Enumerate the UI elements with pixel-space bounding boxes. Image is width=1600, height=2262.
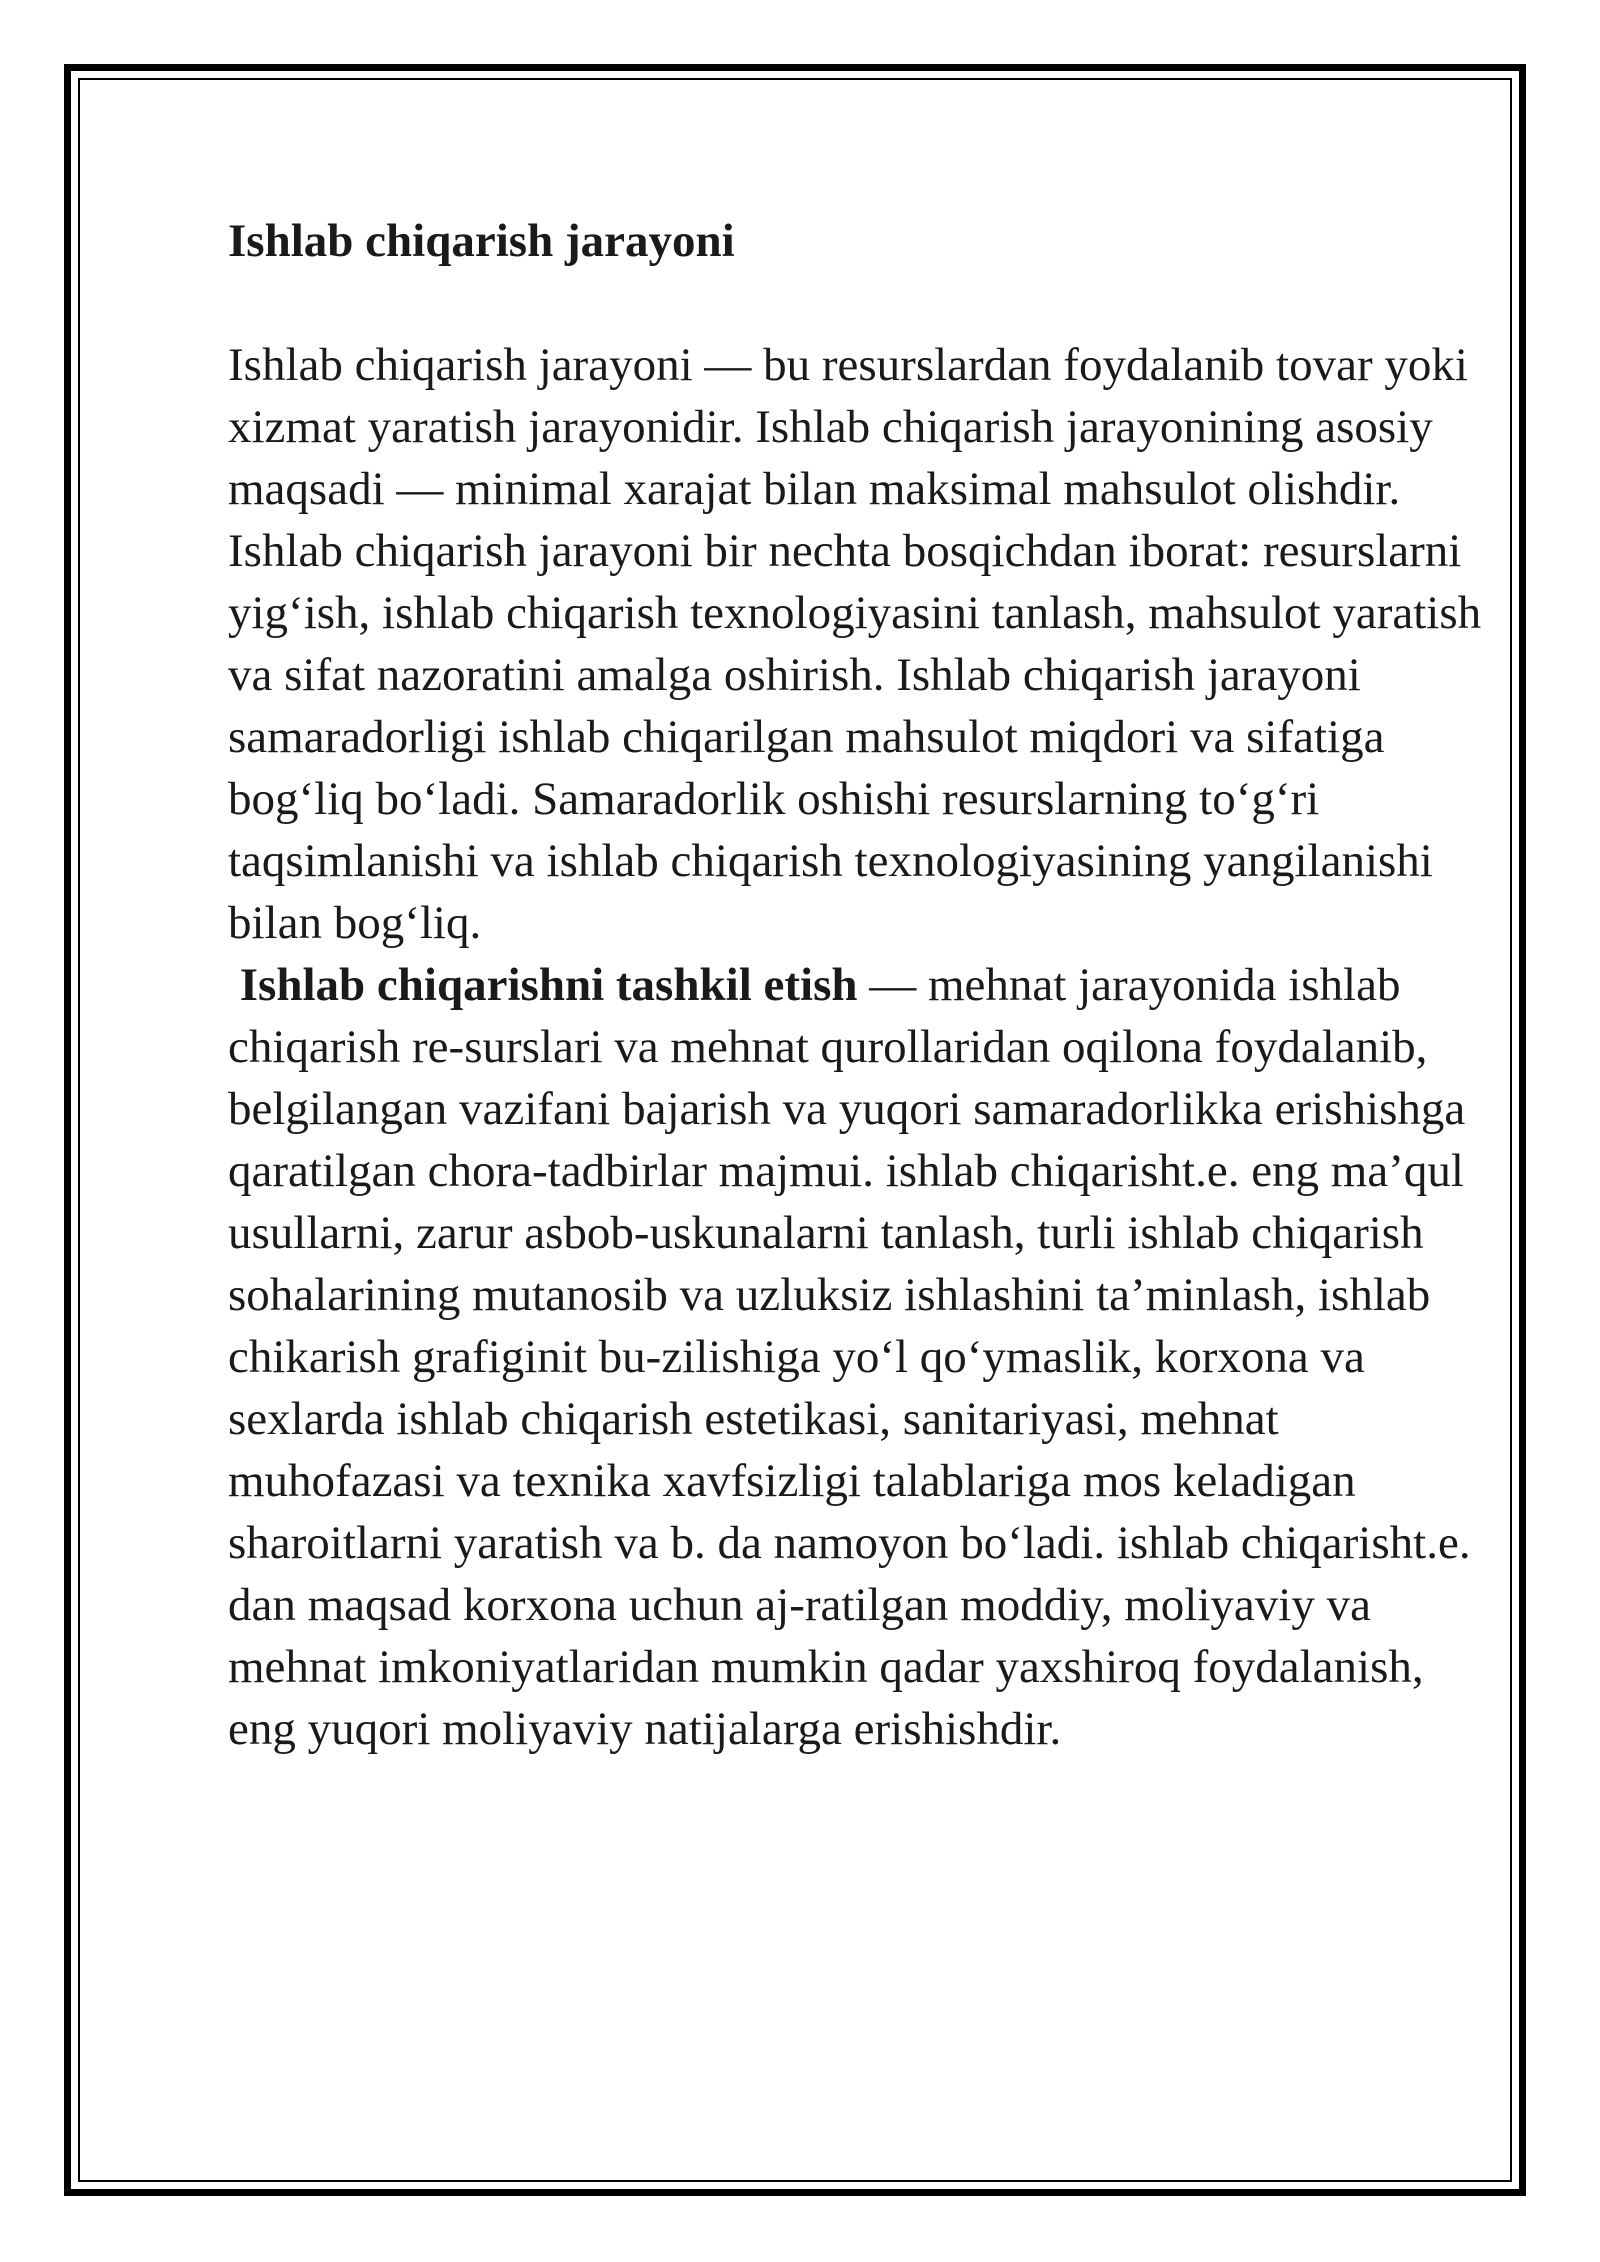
paragraph-1: Ishlab chiqarish jarayoni — bu resurslardan foydalanib tovar yoki xizmat yaratish jarayonidir. Ishlab chiqarish jarayonining asosiy maqsadi — minimal xarajat bilan maksimal mahsulot olishdir. [228, 339, 1468, 515]
paragraph-2: Ishlab chiqarish jarayoni bir nechta bosqichdan iborat: resurslarni yig‘ish, ishlab chiqarish texnologiyasini tanlash, mahsulot yaratish va sifat nazoratini amalga oshirish. Ishlab chiqarish jarayoni samaradorligi ishlab chiqarilgan mahsulot miqdori va sifatiga bog‘liq bo‘ladi. Samaradorlik oshishi resurslarning to‘g‘ri taqsimlanishi va ishlab chiqarish texnologiyasining yangilanishi bilan bog‘liq. [228, 525, 1482, 949]
document-body [228, 210, 1498, 1760]
document-title: Ishlab chiqarish jarayoni [228, 215, 735, 267]
term-ishlab-chiqarishni-tashkil-etish: Ishlab chiqarishni tashkil etish [239, 959, 858, 1011]
paragraph-3 [228, 954, 1498, 1760]
paragraph-3-text: — mehnat jarayonida ishlab chiqarish re-surslari va mehnat qurollaridan oqilona foydalanib, belgilangan vazifani bajarish va yuqori samaradorlikka erishishga qaratilgan chora-tadbirlar majmui. ishlab chiqarisht.e. eng ma’qul usullarni, zarur asbob-uskunalarni tanlash, turli ishlab chiqarish sohalarining mutanosib va uzluksiz ishlashini ta’minlash, ishlab chikarish grafiginit bu-zilishiga yo‘l qo‘ymaslik, korxona va sexlarda ishlab chiqarish estetikasi, sanitariyasi, mehnat muhofazasi va texnika xavfsizligi talablariga mos keladigan sharoitlarni yaratish va b. da namoyon bo‘ladi. ishlab chiqarisht.e. dan maqsad korxona uchun aj-ratilgan moddiy, moliyaviy va mehnat imkoniyatlaridan mumkin qadar yaxshiroq foydalanish, eng yuqori moliyaviy natijalarga erishishdir. [228, 959, 1471, 1755]
